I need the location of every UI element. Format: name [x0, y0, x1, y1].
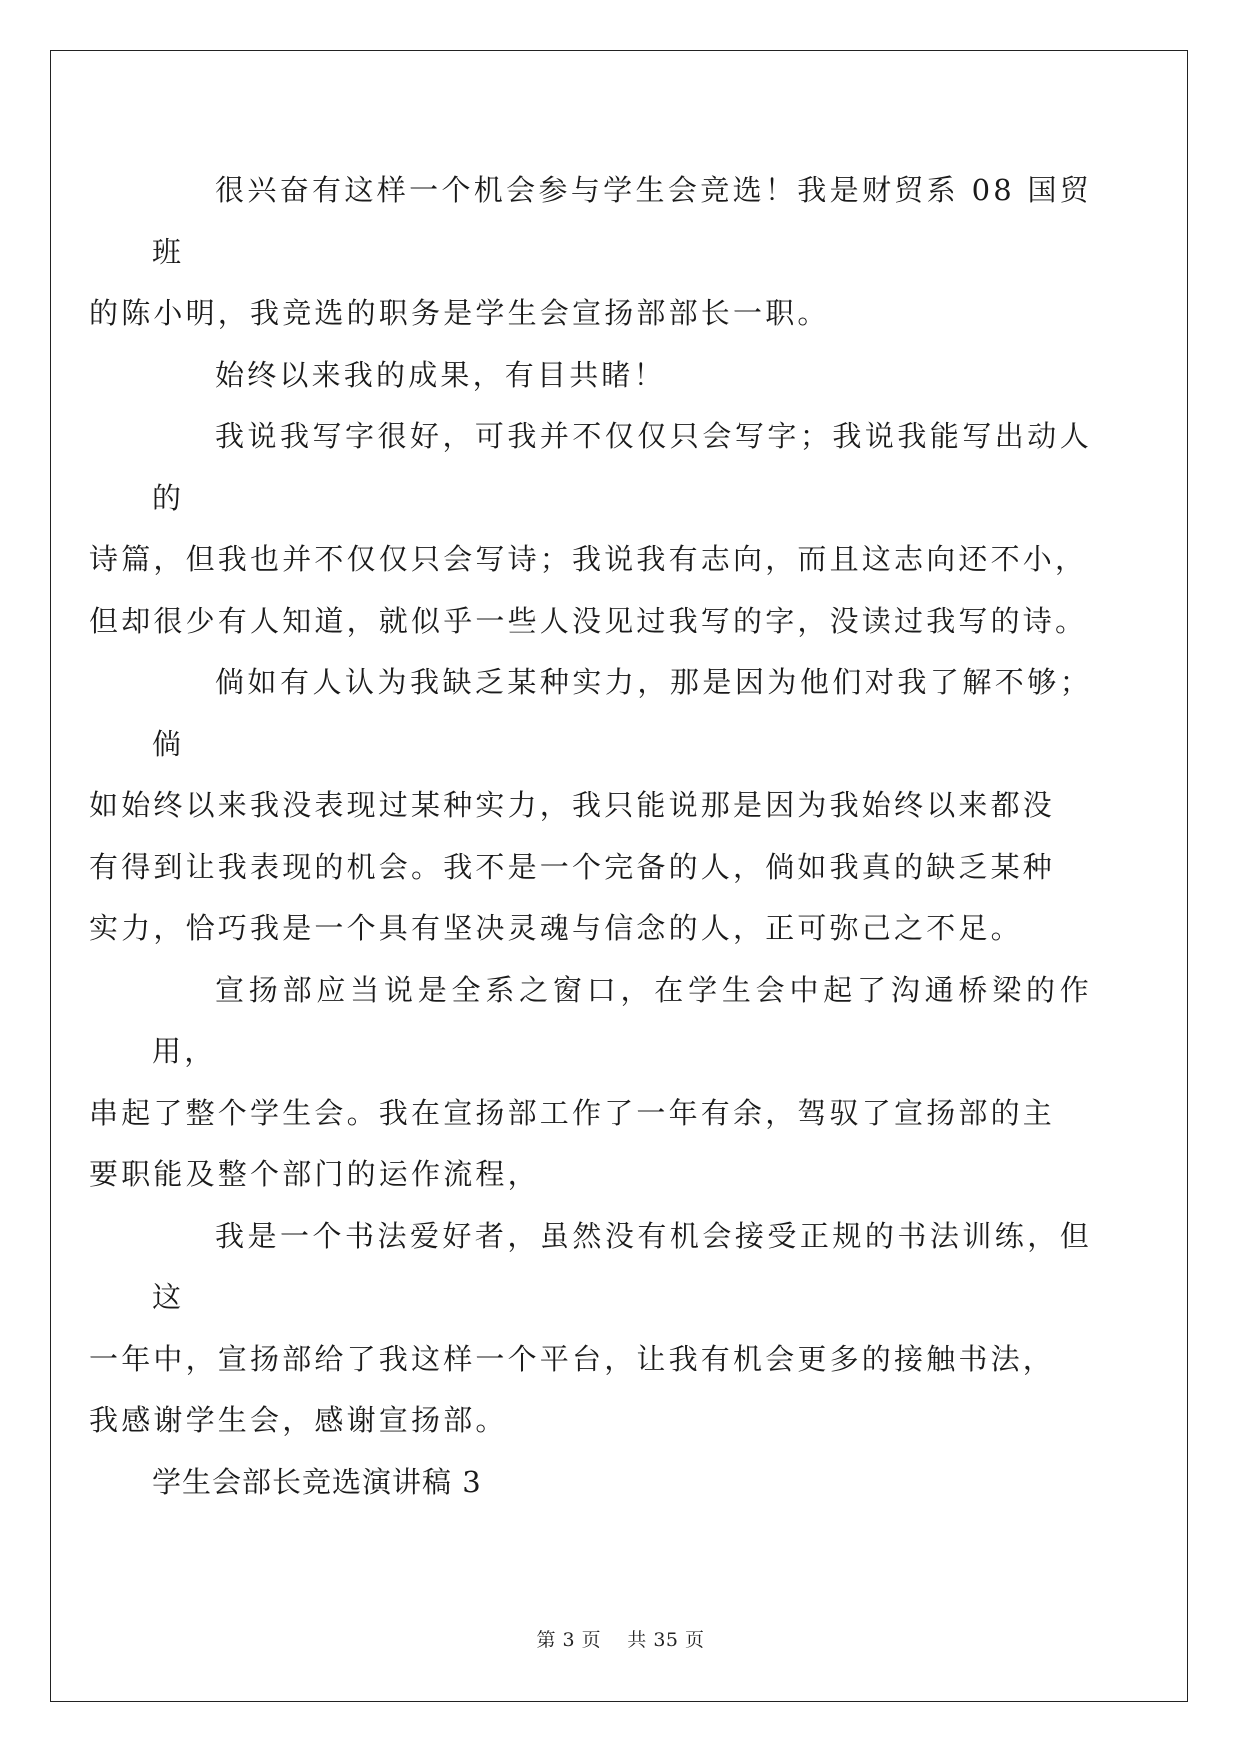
text-line: 很兴奋有这样一个机会参与学生会竞选！我是财贸系 08 国贸班	[152, 173, 1092, 269]
text-line: 诗篇，但我也并不仅仅只会写诗；我说我有志向，而且这志向还不小，	[89, 542, 1088, 576]
text-line: 倘如有人认为我缺乏某种实力，那是因为他们对我了解不够；倘	[152, 665, 1092, 761]
text-line: 实力，恰巧我是一个具有坚决灵魂与信念的人，正可弥己之不足。	[89, 911, 1023, 945]
text-line: 的陈小明，我竞选的职务是学生会宣扬部部长一职。	[89, 296, 830, 330]
text-line: 串起了整个学生会。我在宣扬部工作了一年有余，驾驭了宣扬部的主	[89, 1095, 1056, 1130]
text-line: 我是一个书法爱好者，虽然没有机会接受正规的书法训练，但这	[152, 1218, 1092, 1314]
text-line: 我感谢学生会，感谢宣扬部。	[89, 1403, 508, 1437]
paragraph-6	[89, 1206, 1092, 1452]
text-line: 始终以来我的成果，有目共睹！	[215, 357, 666, 392]
paragraph-2	[152, 345, 1092, 407]
paragraph-1	[89, 160, 1092, 345]
document-body	[89, 160, 1092, 1513]
page-total: 共 35 页	[627, 1629, 705, 1651]
page-number: 第 3 页	[536, 1629, 602, 1651]
text-line: 但却很少有人知道，就似乎一些人没见过我写的字，没读过我写的诗。	[89, 603, 1088, 638]
text-line: 要职能及整个部门的运作流程，	[89, 1157, 540, 1191]
text-line: 宣扬部应当说是全系之窗口，在学生会中起了沟通桥梁的作用，	[152, 972, 1092, 1068]
page-footer	[0, 1625, 1241, 1652]
section-heading: 学生会部长竞选演讲稿 3	[152, 1464, 482, 1499]
text-line: 一年中，宣扬部给了我这样一个平台，让我有机会更多的接触书法，	[89, 1341, 1056, 1376]
paragraph-5	[89, 960, 1092, 1206]
text-line: 如始终以来我没表现过某种实力，我只能说那是因为我始终以来都没	[89, 788, 1056, 822]
text-line: 有得到让我表现的机会。我不是一个完备的人，倘如我真的缺乏某种	[89, 849, 1056, 884]
paragraph-3	[89, 406, 1092, 652]
paragraph-4	[89, 652, 1092, 960]
text-line: 我说我写字很好，可我并不仅仅只会写字；我说我能写出动人的	[152, 419, 1092, 515]
